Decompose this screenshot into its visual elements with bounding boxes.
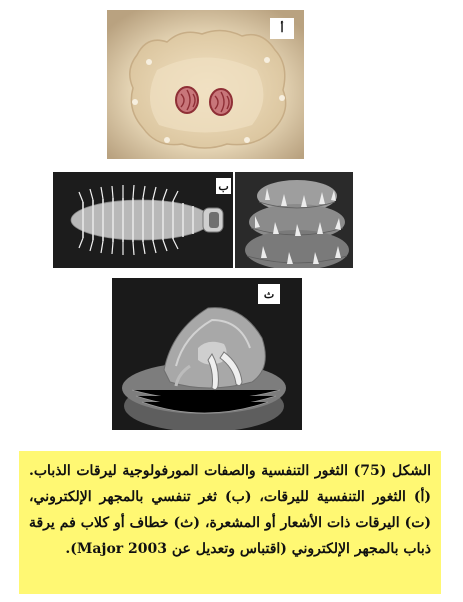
panel-b-larva-sem: [53, 172, 233, 268]
figure-caption: الشكل (75) الثغور التنفسية والصفات المورفولوجية ليرقات الذباب. (أ) الثغور التنفسية لليرقات، (ب) ثغر تنفسي بالمجهر الإلكتروني، (ت) اليرقات ذات الأشعار أو المشعرة، (ث) خطاف أو كلاب فم يرقة ذباب بالمجهر الإلكتروني (اقتباس وتعديل عن Major 2003).: [19, 451, 441, 594]
panel-t-segments-sem: [235, 172, 353, 268]
panel-th-label: ث: [258, 284, 280, 304]
panel-a-label: أ: [270, 18, 294, 39]
spiracle-right: [210, 89, 232, 115]
spiracle-left: [176, 87, 198, 113]
panel-b-label: ب: [216, 178, 231, 194]
